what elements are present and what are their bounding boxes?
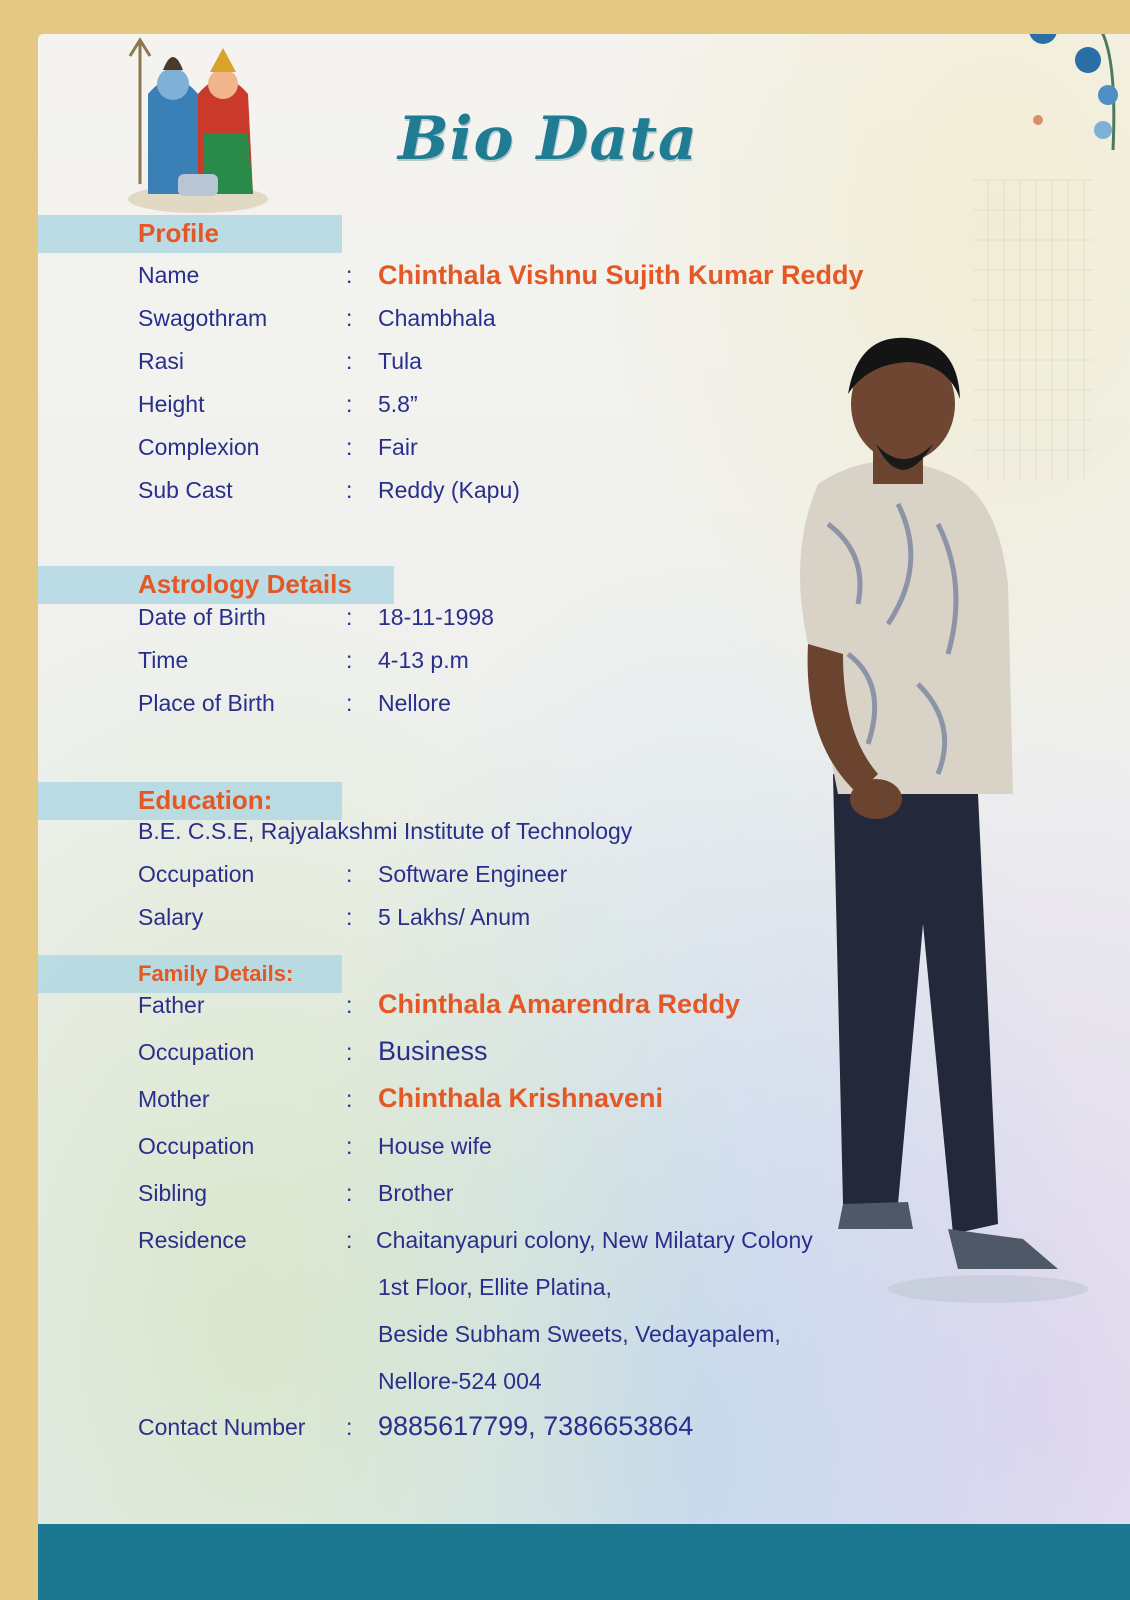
row-label: Place of Birth	[138, 690, 275, 716]
row-label: Sub Cast	[138, 477, 233, 503]
contact-row	[138, 1411, 878, 1446]
family-heading: Family Details:	[138, 961, 294, 986]
row-colon: :	[346, 604, 353, 630]
row-label: Salary	[138, 904, 204, 930]
footer-band	[38, 1524, 1130, 1600]
row-label: Height	[138, 391, 205, 417]
row-value: Chambhala	[378, 305, 496, 331]
row-label: Father	[138, 992, 205, 1018]
row-value: Chaitanyapuri colony, New Milatary Colony	[376, 1227, 813, 1253]
row-colon: :	[346, 861, 353, 887]
row-value: 5 Lakhs/ Anum	[378, 904, 531, 930]
row-colon: :	[346, 262, 353, 288]
row-colon: :	[346, 1180, 353, 1206]
profile-heading: Profile	[138, 218, 219, 248]
row-label: Mother	[138, 1086, 210, 1112]
education-degree: B.E. C.S.E, Rajyalakshmi Institute of Technology	[138, 818, 633, 844]
row-colon: :	[346, 1414, 353, 1440]
row-value: Tula	[378, 348, 422, 374]
education-heading: Education:	[138, 785, 273, 815]
row-label: Occupation	[138, 861, 255, 887]
row-colon: :	[346, 690, 353, 716]
profile-row-name	[138, 262, 878, 294]
row-label: Complexion	[138, 434, 260, 460]
row-label: Name	[138, 262, 200, 288]
row-colon: :	[346, 1039, 353, 1065]
deity-image	[118, 34, 278, 214]
row-colon: :	[346, 647, 353, 673]
address-line: Beside Subham Sweets, Vedayapalem,	[378, 1321, 781, 1347]
row-value: Nellore	[378, 690, 451, 716]
row-colon: :	[346, 1227, 353, 1253]
row-colon: :	[346, 1133, 353, 1159]
astrology-heading: Astrology Details	[138, 569, 352, 599]
row-colon: :	[346, 1086, 353, 1112]
row-value: Chinthala Krishnaveni	[378, 1083, 664, 1113]
row-colon: :	[346, 992, 353, 1018]
row-value: Software Engineer	[378, 861, 568, 887]
row-value: 18-11-1998	[378, 604, 494, 630]
biodata-sheet	[38, 34, 1130, 1600]
row-label: Occupation	[138, 1039, 255, 1065]
row-value: House wife	[378, 1133, 492, 1159]
page-title: Bio Data	[398, 104, 698, 174]
row-value: Chinthala Amarendra Reddy	[378, 989, 741, 1019]
row-value: Fair	[378, 434, 418, 460]
row-value: 5.8”	[378, 391, 418, 417]
row-colon: :	[346, 348, 353, 374]
address-line: 1st Floor, Ellite Platina,	[378, 1274, 612, 1300]
row-label: Occupation	[138, 1133, 255, 1159]
row-value: Business	[378, 1036, 488, 1066]
row-label: Rasi	[138, 348, 185, 374]
row-colon: :	[346, 391, 353, 417]
row-colon: :	[346, 477, 353, 503]
row-colon: :	[346, 305, 353, 331]
address-line: Nellore-524 004	[378, 1368, 542, 1394]
row-label: Swagothram	[138, 305, 268, 331]
person-photo	[748, 324, 1088, 1314]
row-colon: :	[346, 904, 353, 930]
row-label: Time	[138, 647, 189, 673]
row-value: Reddy (Kapu)	[378, 477, 520, 503]
row-label: Contact Number	[138, 1414, 306, 1440]
row-value: Brother	[378, 1180, 454, 1206]
row-colon: :	[346, 434, 353, 460]
row-label: Residence	[138, 1227, 247, 1253]
row-value: Chinthala Vishnu Sujith Kumar Reddy	[378, 260, 864, 290]
flower-corner-icon	[943, 34, 1130, 160]
row-label: Date of Birth	[138, 604, 266, 630]
row-label: Sibling	[138, 1180, 208, 1206]
row-value: 4-13 p.m	[378, 647, 469, 673]
contact-number: 9885617799, 7386653864	[378, 1411, 694, 1441]
